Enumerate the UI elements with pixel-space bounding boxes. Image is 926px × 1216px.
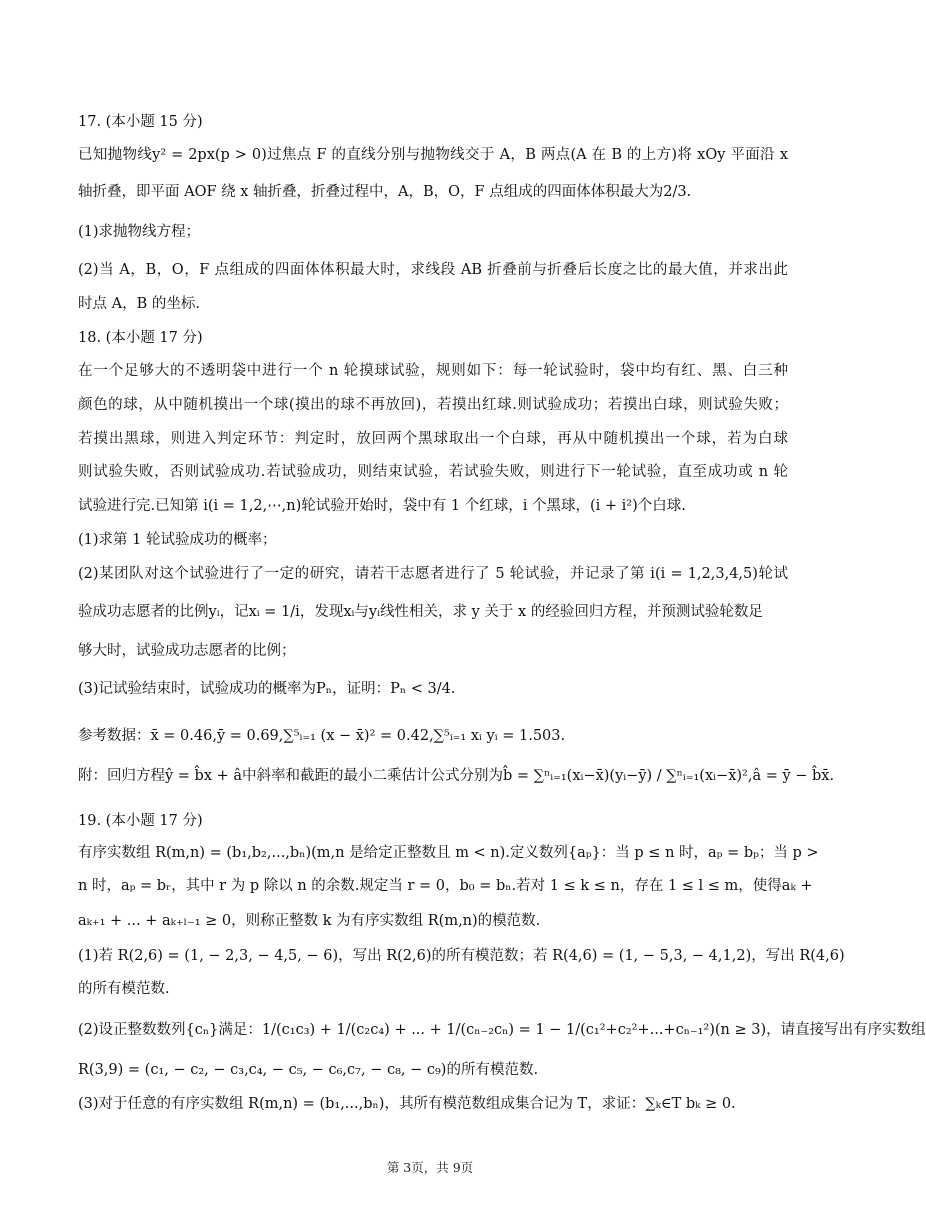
q18-text-line-1: 在一个足够大的不透明袋中进行一个 n 轮摸球试验，规则如下：每一轮试验时，袋中均有红、黑、白三种 [78,363,788,379]
q18-text-line-5: 试验进行完.已知第 i(i = 1,2,⋯,n)轮试验开始时，袋中有 1 个红球，i 个黑球，(i + i²)个白球. [78,498,686,514]
q19-part-2-line-1: (2)设正整数数列{cₙ}满足：1/(c₁c₃) + 1/(c₂c₄) + ... + 1/(cₙ₋₂cₙ) = 1 − 1/(c₁²+c₂²+...+cₙ₋₁²)(n ≥ 3)，请直接写出有序实数组 [78,1022,926,1038]
q18-reference-data: 参考数据：x̄ = 0.46,ȳ = 0.69,∑⁵ᵢ₌₁ (x − x̄)² = 0.42,∑⁵ᵢ₌₁ xᵢ yᵢ = 1.503. [78,728,566,744]
page-footer: 第 3页，共 9页 [386,1160,474,1175]
q19-part-1-line-1: (1)若 R(2,6) = (1, − 2,3, − 4,5, − 6)，写出 R(2,6)的所有模范数；若 R(4,6) = (1, − 5,3, − 4,1,2)，写出 R(4,6) [78,948,845,964]
q19-text-line-3: aₖ₊₁ + ... + aₖ₊ₗ₋₁ ≥ 0，则称正整数 k 为有序实数组 R(m,n)的模范数. [78,913,541,929]
q17-heading: 17. (本小题 15 分) [78,114,203,130]
q17-part-1: (1)求抛物线方程； [78,224,201,240]
q18-text-line-4: 则试验失败，否则试验成功.若试验成功，则结束试验，若试验失败，则进行下一轮试验，直至成功或 n 轮 [78,464,788,480]
q19-text-line-1: 有序实数组 R(m,n) = (b₁,b₂,...,bₙ)(m,n 是给定正整数且 m < n).定义数列{aₚ}：当 p ≤ n 时，aₚ = bₚ；当 p > [78,845,819,861]
q18-part-2-line-3: 够大时，试验成功志愿者的比例； [78,643,296,659]
q18-heading: 18. (本小题 17 分) [78,330,203,346]
q18-part-1: (1)求第 1 轮试验成功的概率； [78,532,277,548]
q18-part-3: (3)记试验结束时，试验成功的概率为Pₙ，证明：Pₙ < 3/4. [78,681,456,697]
q18-part-2-line-1: (2)某团队对这个试验进行了一定的研究，请若干志愿者进行了 5 轮试验，并记录了第 i(i = 1,2,3,4,5)轮试 [78,566,788,582]
q18-part-2-line-2: 验成功志愿者的比例yᵢ，记xᵢ = 1/i，发现xᵢ与yᵢ线性相关，求 y 关于 x 的经验回归方程，并预测试验轮数足 [78,604,763,620]
q18-appendix-formula: 附：回归方程ŷ = b̂x + â中斜率和截距的最小二乘估计公式分别为b̂ = ∑ⁿᵢ₌₁(xᵢ−x̄)(yᵢ−ȳ) / ∑ⁿᵢ₌₁(xᵢ−x̄)²,â = ȳ − b̂x̄. [78,768,835,784]
q19-part-1-line-2: 的所有模范数. [78,981,170,997]
q18-text-line-2: 颜色的球，从中随机摸出一个球(摸出的球不再放回)，若摸出红球.则试验成功；若摸出白球，则试验失败； [78,397,788,413]
q17-text-line-1: 已知抛物线y² = 2px(p > 0)过焦点 F 的直线分别与抛物线交于 A，B 两点(A 在 B 的上方)将 xOy 平面沿 x [78,147,788,163]
q18-text-line-3: 若摸出黑球，则进入判定环节：判定时，放回两个黑球取出一个白球，再从中随机摸出一个球，若为白球 [78,431,788,447]
q17-text-line-2: 轴折叠，即平面 AOF 绕 x 轴折叠，折叠过程中，A，B，O，F 点组成的四面体体积最大为2/3. [78,184,692,200]
q19-part-2-line-2: R(3,9) = (c₁, − c₂, − c₃,c₄, − c₅, − c₆,c₇, − c₈, − c₉)的所有模范数. [78,1062,539,1078]
q19-heading: 19. (本小题 17 分) [78,813,203,829]
q19-text-line-2: n 时，aₚ = bᵣ，其中 r 为 p 除以 n 的余数.规定当 r = 0，b₀ = bₙ.若对 1 ≤ k ≤ n，存在 1 ≤ l ≤ m，使得aₖ + [78,878,813,894]
q17-part-2-line-2: 时点 A，B 的坐标. [78,296,200,312]
q19-part-3: (3)对于任意的有序实数组 R(m,n) = (b₁,...,bₙ)，其所有模范数组成集合记为 T，求证：∑ₖ∈T bₖ ≥ 0. [78,1096,736,1112]
q17-part-2-line-1: (2)当 A，B，O，F 点组成的四面体体积最大时，求线段 AB 折叠前与折叠后长度之比的最大值，并求出此 [78,262,788,278]
